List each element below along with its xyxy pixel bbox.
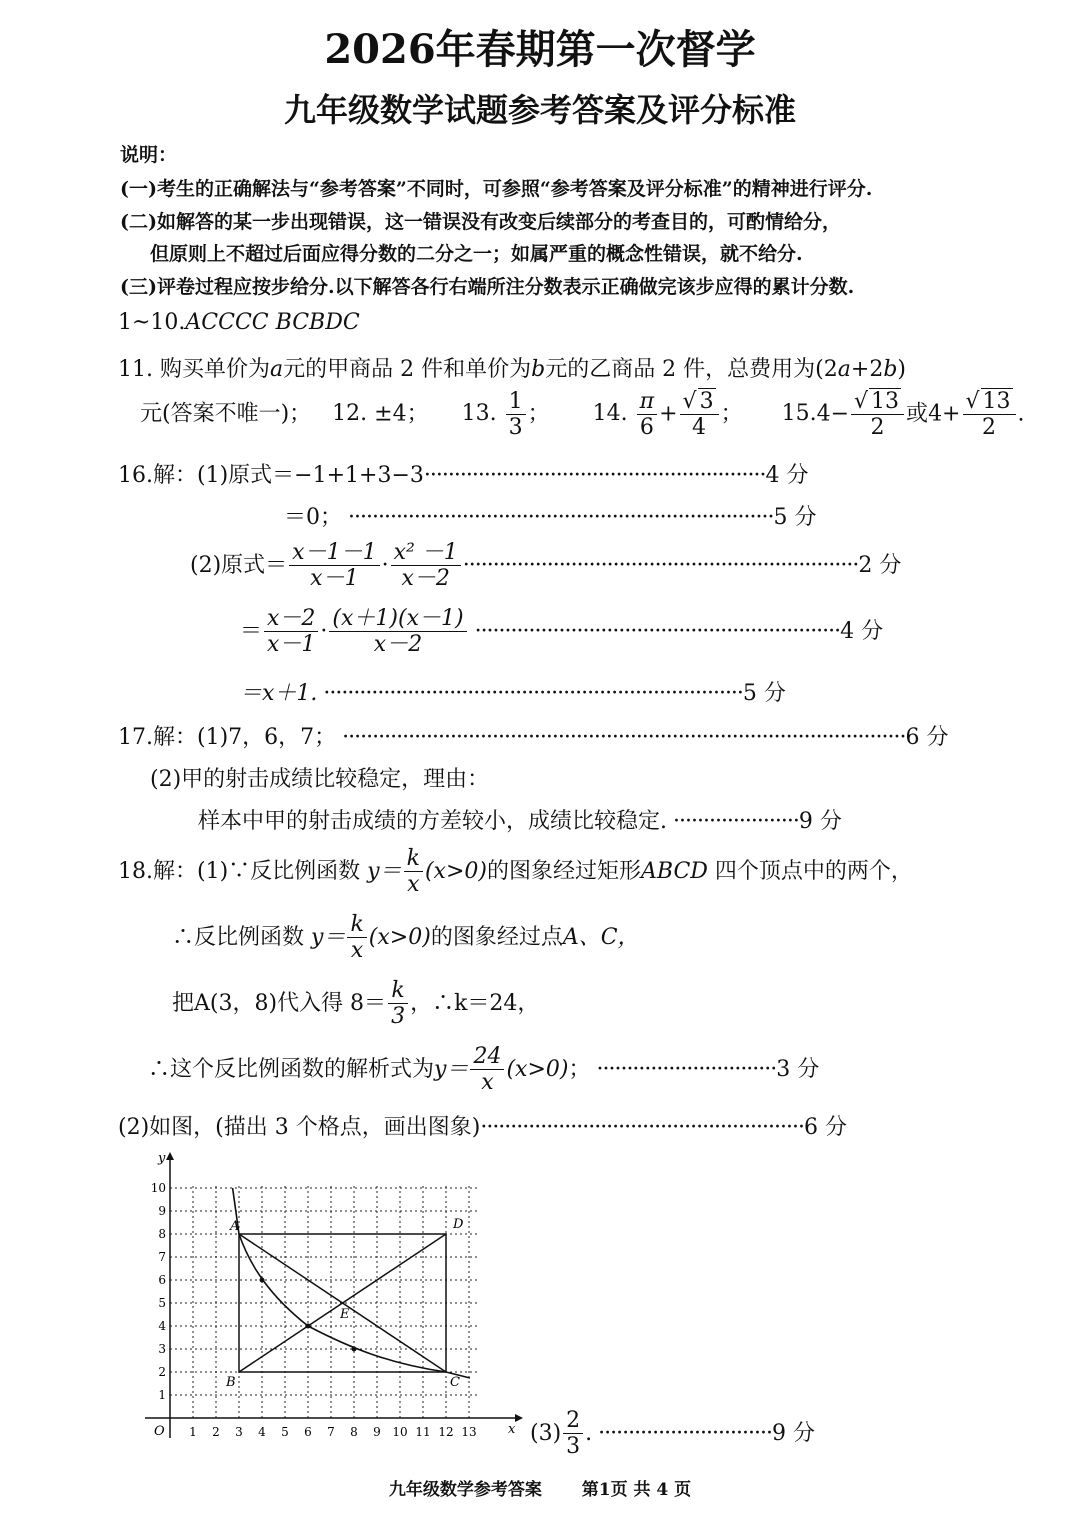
- q17-p3: 样本中甲的射击成绩的方差较小，成绩比较稳定. ·····················9 分: [198, 809, 842, 834]
- q18-p2-score: 6 分: [803, 1115, 847, 1140]
- svg-text:10: 10: [150, 1181, 166, 1195]
- y-tick-labels: [151, 1181, 167, 1402]
- q18-l2: ∴反比例函数 y＝ $\frac{k}{x}$ (x>0)的图象经过点A、C，: [172, 912, 640, 964]
- origin-label: O: [154, 1424, 165, 1439]
- q17-p1-score: 6 分: [905, 725, 949, 750]
- q13-label: 13.: [461, 401, 497, 427]
- q11-text-c: 元的乙商品 2 件，总费用为(2: [545, 357, 838, 382]
- q14-label: 14.: [592, 401, 628, 427]
- q13-sep: ；: [527, 401, 550, 427]
- q15-end: .: [1017, 401, 1025, 427]
- q15-fraction-1: $\frac{√ 13}{2}$: [851, 388, 904, 441]
- q16-p4-score: 5 分: [742, 681, 786, 706]
- q16-p4: ＝x＋1. ······································································5 分: [240, 681, 786, 706]
- svg-text:6: 6: [304, 1425, 312, 1439]
- label-b: B: [226, 1375, 236, 1390]
- q12-answer: ±4；: [374, 401, 429, 427]
- svg-text:12: 12: [438, 1425, 454, 1439]
- q18-l4: ∴这个反比例函数的解析式为y＝ $\frac{24}{x}$ (x>0)； ······························3 分: [148, 1044, 820, 1096]
- svg-text:4: 4: [258, 1425, 266, 1439]
- svg-text:9: 9: [158, 1204, 166, 1218]
- note-3: (三)评卷过程应按步给分.以下解答各行右端所注分数表示正确做完该步应得的累计分数.: [120, 276, 855, 298]
- svg-text:2: 2: [212, 1425, 220, 1439]
- x-axis-label: x: [508, 1422, 516, 1437]
- q11-15-line: [140, 388, 1025, 441]
- q15-label: 15.: [781, 401, 817, 427]
- q14-fraction-1: $\frac{\pi}{6}$: [637, 389, 657, 441]
- q11-var-a: a: [269, 357, 284, 382]
- svg-text:7: 7: [158, 1250, 166, 1264]
- q15-or: 或: [906, 401, 929, 427]
- q12-label: 12.: [332, 401, 368, 427]
- svg-text:13: 13: [461, 1425, 477, 1439]
- q16-p1: 16.解：(1)原式＝−1+1+3−3·························································4 分: [118, 463, 809, 488]
- x-axis-arrow: [515, 1414, 523, 1422]
- q16-p2: (2)原式＝ $\frac{x-1-1}{x-1}$ · $\frac{\text{x² －1}}{x-2}$ ··································································2 分: [190, 540, 902, 592]
- q11-plus: +2: [850, 357, 884, 382]
- q14-sep: ；: [720, 401, 743, 427]
- grid-lines: [170, 1186, 480, 1418]
- q11-expr-b: b: [883, 357, 898, 382]
- q13-fraction: $\frac{1}{3}$: [506, 389, 526, 441]
- svg-text:3: 3: [235, 1425, 243, 1439]
- q18-p3: (3) $\frac{2}{3}$ . ·····························9 分: [530, 1408, 815, 1460]
- point-labels: [154, 1151, 516, 1439]
- q18-l3: 把A(3，8)代入得 8＝ $\frac{k}{3}$ ，∴k＝24，: [172, 978, 540, 1030]
- svg-text:2: 2: [158, 1365, 166, 1379]
- q17-p3-score: 9 分: [798, 809, 842, 834]
- q16-p2-score: 2 分: [858, 552, 902, 578]
- q16-p3: ＝ $\frac{x-2}{x-1}$ · $\frac{(x+1)(x-1)}{x-2}$ ·····························································4 分: [240, 606, 884, 658]
- label-a: A: [230, 1219, 240, 1234]
- q1-10-line: [118, 310, 360, 335]
- y-axis-arrow: [166, 1152, 174, 1160]
- q11-expr-a: a: [837, 357, 851, 382]
- q16-p3-score: 4 分: [840, 618, 884, 644]
- page-footer: [0, 1475, 1080, 1500]
- q11-line: [118, 352, 906, 383]
- y-axis-label: y: [158, 1151, 166, 1166]
- footer-page-number: 第1页 共 4 页: [581, 1480, 692, 1500]
- label-c: C: [450, 1375, 460, 1390]
- q14-fraction-2: $\frac{√ 3}{4}$: [680, 388, 719, 441]
- q1-10-label: 1~10.: [118, 310, 186, 335]
- label-d: D: [453, 1217, 464, 1232]
- q11-text-b: 元的甲商品 2 件和单价为: [283, 357, 532, 382]
- note-1: (一)考生的正确解法与“参考答案”不同时，可参照“参考答案及评分标准”的精神进行评分.: [120, 178, 873, 200]
- notes-heading: 说明：: [120, 144, 178, 166]
- svg-text:11: 11: [415, 1425, 431, 1439]
- q17-p2: (2)甲的射击成绩比较稳定，理由：: [150, 767, 490, 792]
- svg-text:6: 6: [158, 1273, 166, 1287]
- page-subtitle: 九年级数学试题参考答案及评分标准: [283, 91, 796, 129]
- q18-l1: 18.解：(1)∵反比例函数 y＝ $\frac{k}{x}$ (x>0)的图象经过矩形ABCD 四个顶点中的两个，: [118, 846, 913, 898]
- q14-plus: +: [659, 401, 678, 427]
- q17-p1: 17.解：(1)7，6，7； ······························································································6 分: [118, 725, 949, 750]
- q18-p2: (2)如图，(描出 3 个格点，画出图象)······················································6 分: [118, 1115, 847, 1140]
- svg-text:4: 4: [158, 1319, 166, 1333]
- q15-a: 4−: [816, 401, 850, 427]
- svg-text:8: 8: [158, 1227, 166, 1241]
- svg-text:9: 9: [373, 1425, 381, 1439]
- page-title: 2026年春期第一次督学: [324, 26, 756, 73]
- svg-text:5: 5: [158, 1296, 166, 1310]
- x-tick-labels: [189, 1425, 476, 1439]
- footer-left: 九年级数学参考答案: [388, 1480, 542, 1500]
- q1-10-answers: ACCCC BCBDC: [185, 310, 360, 335]
- svg-text:8: 8: [350, 1425, 358, 1439]
- q16-p1b: ＝0； ·······································································5 分: [284, 505, 817, 530]
- q11-close: ): [897, 357, 907, 382]
- q16-p1b-score: 5 分: [773, 505, 817, 530]
- q16-p1-score: 4 分: [765, 463, 809, 488]
- q11-text-a: 11. 购买单价为: [118, 357, 270, 382]
- q11-tail: 元(答案不唯一)；: [140, 401, 312, 427]
- note-2b: 但原则上不超过后面应得分数的二分之一；如属严重的概念性错误，就不给分.: [150, 243, 803, 265]
- note-2a: (二)如解答的某一步出现错误，这一错误没有改变后续部分的考查目的，可酌情给分，: [120, 211, 841, 233]
- svg-text:7: 7: [327, 1425, 335, 1439]
- svg-text:1: 1: [158, 1388, 166, 1402]
- svg-text:3: 3: [158, 1342, 166, 1356]
- q15-fraction-2: $\frac{√ 13}{2}$: [963, 388, 1016, 441]
- svg-text:5: 5: [281, 1425, 289, 1439]
- q11-var-b: b: [531, 357, 546, 382]
- label-e: E: [340, 1307, 350, 1322]
- q15-b: 4+: [928, 401, 961, 427]
- q18-l4-score: 3 分: [776, 1056, 820, 1082]
- svg-text:1: 1: [189, 1425, 197, 1439]
- svg-text:10: 10: [392, 1425, 408, 1439]
- q18-p3-score: 9 分: [771, 1420, 815, 1446]
- reciprocal-function-graph: [140, 1148, 530, 1448]
